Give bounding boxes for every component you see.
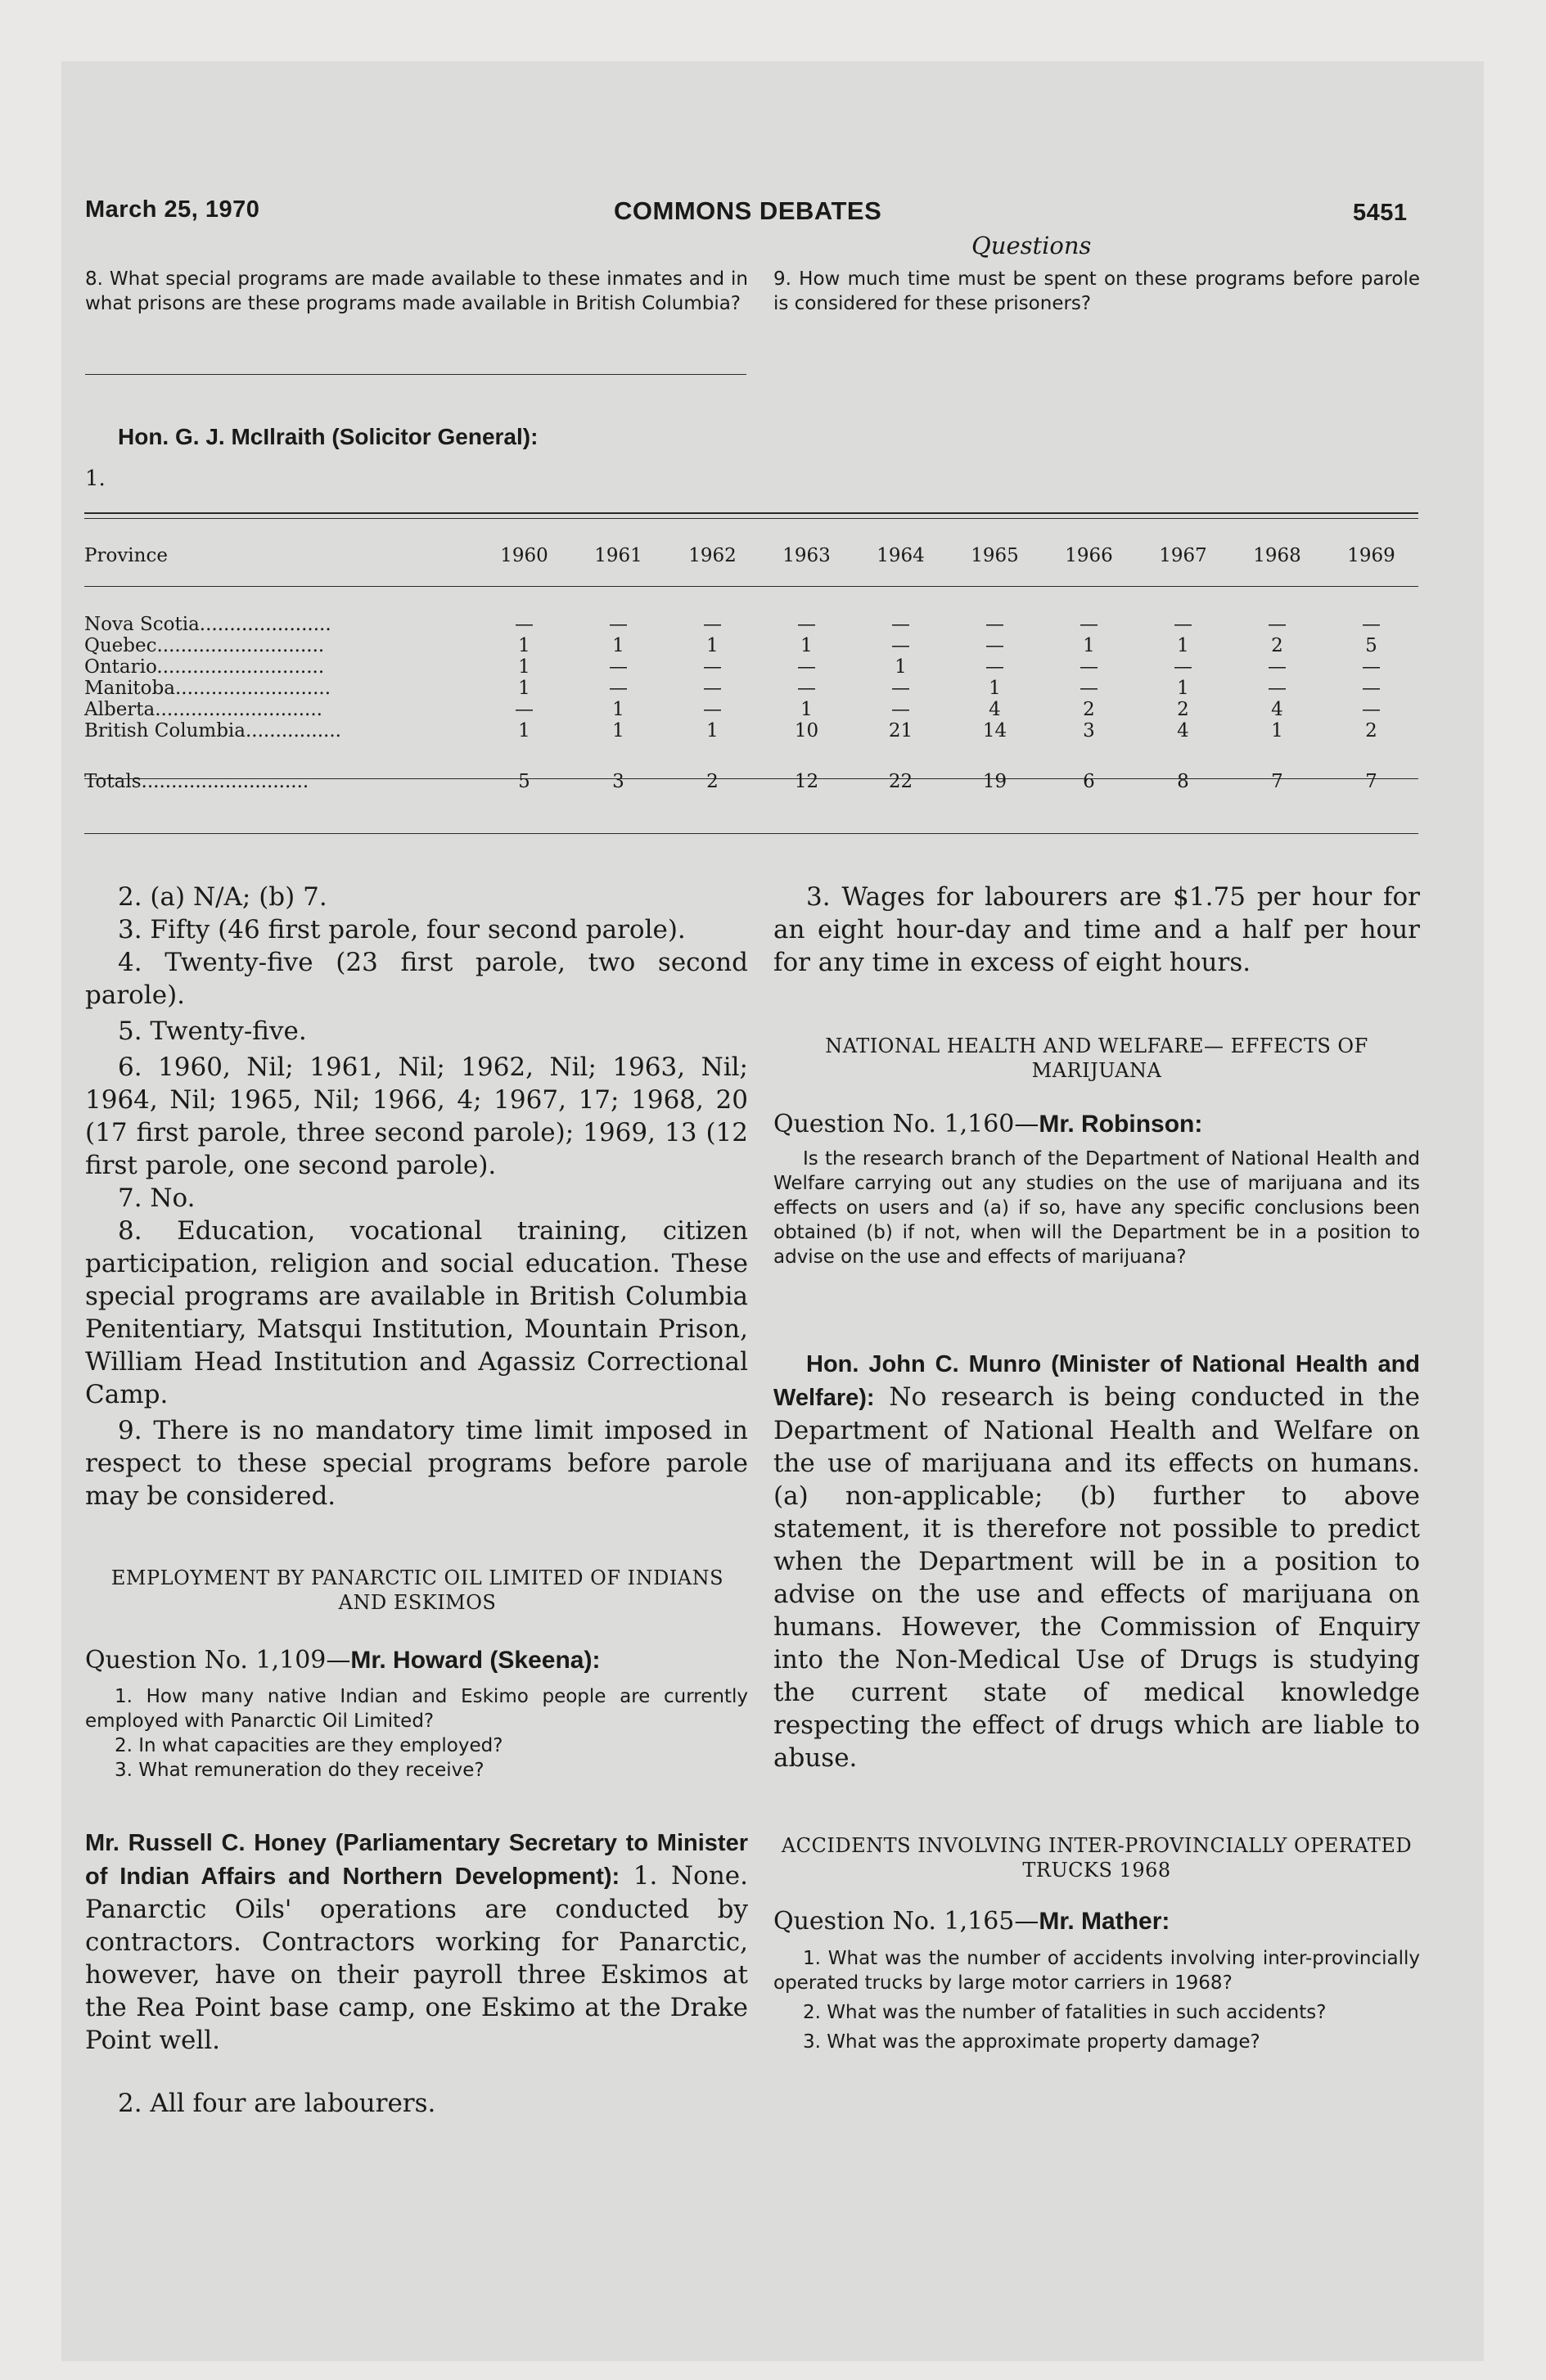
divider bbox=[85, 374, 746, 375]
table-cell: Ontario............................ bbox=[84, 656, 325, 678]
section-label: Questions bbox=[971, 232, 1092, 259]
header-cell: 1968 bbox=[1253, 545, 1301, 566]
table-cell: — bbox=[1362, 614, 1381, 635]
table-row bbox=[84, 678, 1418, 699]
table-cell: — bbox=[703, 699, 722, 720]
panarctic-questions bbox=[85, 1684, 748, 1783]
table-cell: 12 bbox=[794, 771, 819, 792]
table-cell: — bbox=[1362, 678, 1381, 699]
table-cell: 22 bbox=[888, 771, 913, 792]
table-cell: 19 bbox=[982, 771, 1007, 792]
panarctic-answer bbox=[85, 1826, 748, 2057]
table-cell: 3 bbox=[612, 771, 624, 792]
table-cell: 10 bbox=[794, 720, 819, 741]
table-cell: — bbox=[1079, 614, 1098, 635]
question-member: Mr. Robinson: bbox=[1039, 1111, 1203, 1138]
table-row bbox=[84, 699, 1418, 720]
speaker-munro: Hon. John C. Munro (Minister of National Health and Welfare): bbox=[773, 1351, 1420, 1411]
left-answers bbox=[85, 881, 748, 1512]
table-cell: — bbox=[1079, 678, 1098, 699]
answer-3: 3. Fifty (46 first parole, four second parole). bbox=[118, 915, 686, 944]
table-cell: 1 bbox=[518, 720, 530, 741]
answer-9: 9. There is no mandatory time limit imposed in respect to these special programs before parole may be considered. bbox=[85, 1416, 748, 1511]
trucks-question-1: 1. What was the number of accidents involving inter-provincially operated trucks by large motor carriers in 1968? bbox=[773, 1948, 1420, 1994]
table-row bbox=[84, 635, 1418, 656]
header-cell: 1961 bbox=[594, 545, 642, 566]
table-cell: — bbox=[1268, 678, 1287, 699]
question-member: Mr. Howard (Skeena): bbox=[350, 1647, 601, 1674]
table-cell: — bbox=[609, 656, 628, 678]
header-title: COMMONS DEBATES bbox=[614, 196, 882, 225]
table-row bbox=[84, 720, 1418, 741]
table-cell: 2 bbox=[1365, 720, 1377, 741]
table-cell: Nova Scotia...................... bbox=[84, 614, 331, 635]
table-cell: 1 bbox=[800, 699, 813, 720]
table-cell: — bbox=[1174, 656, 1192, 678]
table-cell: Quebec............................ bbox=[84, 635, 325, 656]
panarctic-question-3: 3. What remuneration do they receive? bbox=[115, 1760, 485, 1781]
table-cell: 2 bbox=[1177, 699, 1189, 720]
header-cell: Province bbox=[84, 545, 168, 566]
table-cell: — bbox=[1174, 614, 1192, 635]
header-cell: 1969 bbox=[1347, 545, 1395, 566]
table-cell: 1 bbox=[1271, 720, 1283, 741]
answer-7: 7. No. bbox=[118, 1183, 196, 1213]
table-cell: — bbox=[985, 635, 1004, 656]
panarctic-answer-1: 1. None. Panarctic Oils' operations are conducted by contractors. Contractors working for Panarctic, however, have on their payroll three Eskimos at the Rea Point base camp, one Eskimo at the Drake Point well. bbox=[85, 1861, 748, 2055]
table-cell: 4 bbox=[989, 699, 1001, 720]
table-cell: 1 bbox=[1177, 635, 1189, 656]
table-cell: — bbox=[609, 614, 628, 635]
table-totals-row bbox=[84, 771, 1418, 792]
table-cell: 2 bbox=[1271, 635, 1283, 656]
table-cell: — bbox=[797, 614, 816, 635]
table-cell: 1 bbox=[518, 635, 530, 656]
table-cell: 4 bbox=[1271, 699, 1283, 720]
panarctic-question-line bbox=[85, 1646, 600, 1675]
question-9: 9. How much time must be spent on these programs before parole is considered for these prisoners? bbox=[773, 268, 1420, 314]
table-cell: 8 bbox=[1177, 771, 1189, 792]
table-cell: — bbox=[985, 656, 1004, 678]
table-cell: 1 bbox=[612, 699, 624, 720]
table-cell: 1 bbox=[706, 635, 719, 656]
table-cell: — bbox=[515, 614, 534, 635]
table-cell: — bbox=[1362, 699, 1381, 720]
trucks-question-line bbox=[773, 1907, 1170, 1936]
answer-item-1: 1. bbox=[85, 467, 106, 491]
header-date: March 25, 1970 bbox=[85, 196, 260, 223]
table-cell: 6 bbox=[1083, 771, 1095, 792]
table-bottom-rule bbox=[84, 833, 1418, 834]
table-cell: 1 bbox=[518, 678, 530, 699]
header-cell: 1963 bbox=[782, 545, 831, 566]
header-cell: 1965 bbox=[971, 545, 1019, 566]
table-cell: 1 bbox=[1083, 635, 1095, 656]
table-cell: 2 bbox=[706, 771, 719, 792]
table-top-rule-2 bbox=[84, 518, 1418, 519]
question-number: Question No. 1,160— bbox=[773, 1110, 1039, 1138]
answer-5: 5. Twenty-five. bbox=[118, 1016, 307, 1046]
table-cell: — bbox=[1268, 614, 1287, 635]
table-cell: — bbox=[1079, 656, 1098, 678]
trucks-heading: ACCIDENTS INVOLVING INTER-PROVINCIALLY OPERATED TRUCKS 1968 bbox=[781, 1834, 1413, 1882]
marijuana-heading: NATIONAL HEALTH AND WELFARE— EFFECTS OF MARIJUANA bbox=[825, 1034, 1368, 1082]
table-cell: 7 bbox=[1271, 771, 1283, 792]
table-cell: — bbox=[609, 678, 628, 699]
header-cell: 1966 bbox=[1065, 545, 1113, 566]
table-row bbox=[84, 656, 1418, 678]
speaker-mcilraith: Hon. G. J. McIlraith (Solicitor General): bbox=[118, 424, 539, 449]
table-cell: 5 bbox=[518, 771, 530, 792]
answer-2: 2. (a) N/A; (b) 7. bbox=[118, 882, 327, 912]
table-cell: 1 bbox=[706, 720, 719, 741]
table-cell: — bbox=[515, 699, 534, 720]
header-page-number: 5451 bbox=[1353, 200, 1408, 226]
table-cell: — bbox=[891, 635, 910, 656]
parole-table bbox=[84, 539, 1418, 792]
table-cell: — bbox=[797, 656, 816, 678]
marijuana-question-line bbox=[773, 1110, 1202, 1138]
table-cell: 1 bbox=[518, 656, 530, 678]
answer-4: 4. Twenty-five (23 first parole, two second parole). bbox=[85, 948, 748, 1010]
table-cell: Manitoba.......................... bbox=[84, 678, 331, 699]
header-cell: 1967 bbox=[1159, 545, 1207, 566]
table-cell: 1 bbox=[895, 656, 907, 678]
panarctic-question-2: 2. In what capacities are they employed? bbox=[115, 1735, 503, 1756]
table-cell: — bbox=[703, 656, 722, 678]
table-cell: — bbox=[891, 699, 910, 720]
question-member: Mr. Mather: bbox=[1039, 1908, 1170, 1935]
table-cell: 3 bbox=[1083, 720, 1095, 741]
table-cell: — bbox=[1362, 656, 1381, 678]
marijuana-answer bbox=[773, 1347, 1420, 1774]
answer-8: 8. Education, vocational training, citizen participation, religion and social education. These special programs are available in British Columbia Penitentiary, Matsqui Institution, Mountain Prison, William Head Institution and Agassiz Correctional Camp. bbox=[85, 1216, 748, 1409]
table-cell: 1 bbox=[989, 678, 1001, 699]
header-cell: 1960 bbox=[500, 545, 548, 566]
table-cell: — bbox=[1268, 656, 1287, 678]
marijuana-answer-text: No research is being conducted in the Department of National Health and Welfare on the use of marijuana and its effects on humans. (a) non-applicable; (b) further to above statement, it is therefore not possible to predict when the Department will be in a position to advise on the use and effects of marijuana on humans. However, the Commission of Enquiry into the Non-Medical Use of Drugs is studying the current state of medical knowledge respecting the effect of drugs which are liable to abuse. bbox=[773, 1382, 1420, 1773]
panarctic-answer-2: 2. All four are labourers. bbox=[118, 2089, 436, 2118]
marijuana-question: Is the research branch of the Department of National Health and Welfare carrying out any studies on the use of marijuana and its effects on users and (a) if so, have any specific conclusions been obtained (b) if not, when will the Department be in a position to advise on the use and effects of marijuana? bbox=[773, 1148, 1420, 1268]
header-cell: 1962 bbox=[688, 545, 737, 566]
question-number: Question No. 1,165— bbox=[773, 1907, 1039, 1936]
table-cell: 5 bbox=[1365, 635, 1377, 656]
answer-6: 6. 1960, Nil; 1961, Nil; 1962, Nil; 1963, Nil; 1964, Nil; 1965, Nil; 1966, 4; 1967, 17; 1968, 20 (17 first parole, three second parole); 1969, 13 (12 first parole, one second parole). bbox=[85, 1053, 748, 1180]
trucks-question-3: 3. What was the approximate property damage? bbox=[803, 2031, 1260, 2053]
table-cell: — bbox=[891, 614, 910, 635]
trucks-questions bbox=[773, 1946, 1420, 2054]
table-cell: 1 bbox=[612, 720, 624, 741]
table-cell: — bbox=[703, 614, 722, 635]
table-cell: Totals............................ bbox=[84, 771, 309, 792]
trucks-question-2: 2. What was the number of fatalities in such accidents? bbox=[803, 2002, 1327, 2023]
table-cell: 1 bbox=[1177, 678, 1189, 699]
speaker-honey: Mr. Russell C. Honey (Parliamentary Secretary to Minister of Indian Affairs and Northern Development): bbox=[85, 1830, 748, 1890]
header-cell: 1964 bbox=[877, 545, 925, 566]
table-row bbox=[84, 614, 1418, 635]
table-cell: 7 bbox=[1365, 771, 1377, 792]
table-cell: British Columbia................ bbox=[84, 720, 341, 741]
question-number: Question No. 1,109— bbox=[85, 1646, 351, 1675]
table-cell: — bbox=[891, 678, 910, 699]
table-cell: 1 bbox=[800, 635, 813, 656]
table-top-rule bbox=[84, 512, 1418, 514]
question-8: 8. What special programs are made available to these inmates and in what prisons are these programs made available in British Columbia? bbox=[85, 268, 748, 314]
table-cell: — bbox=[797, 678, 816, 699]
table-cell: — bbox=[703, 678, 722, 699]
table-cell: Alberta............................ bbox=[84, 699, 322, 720]
answer-3-wages: 3. Wages for labourers are $1.75 per hour for an eight hour-day and time and a half per hour for any time in excess of eight hours. bbox=[773, 882, 1420, 977]
table-cell: 21 bbox=[888, 720, 913, 741]
table-cell: 1 bbox=[612, 635, 624, 656]
table-cell: — bbox=[985, 614, 1004, 635]
table-header-row bbox=[84, 539, 1418, 573]
table-cell: 4 bbox=[1177, 720, 1189, 741]
panarctic-question-1: 1. How many native Indian and Eskimo people are currently employed with Panarctic Oil Limited? bbox=[85, 1686, 748, 1732]
table-cell: 14 bbox=[982, 720, 1007, 741]
table-cell: 2 bbox=[1083, 699, 1095, 720]
panarctic-heading: EMPLOYMENT BY PANARCTIC OIL LIMITED OF INDIANS AND ESKIMOS bbox=[110, 1566, 724, 1614]
